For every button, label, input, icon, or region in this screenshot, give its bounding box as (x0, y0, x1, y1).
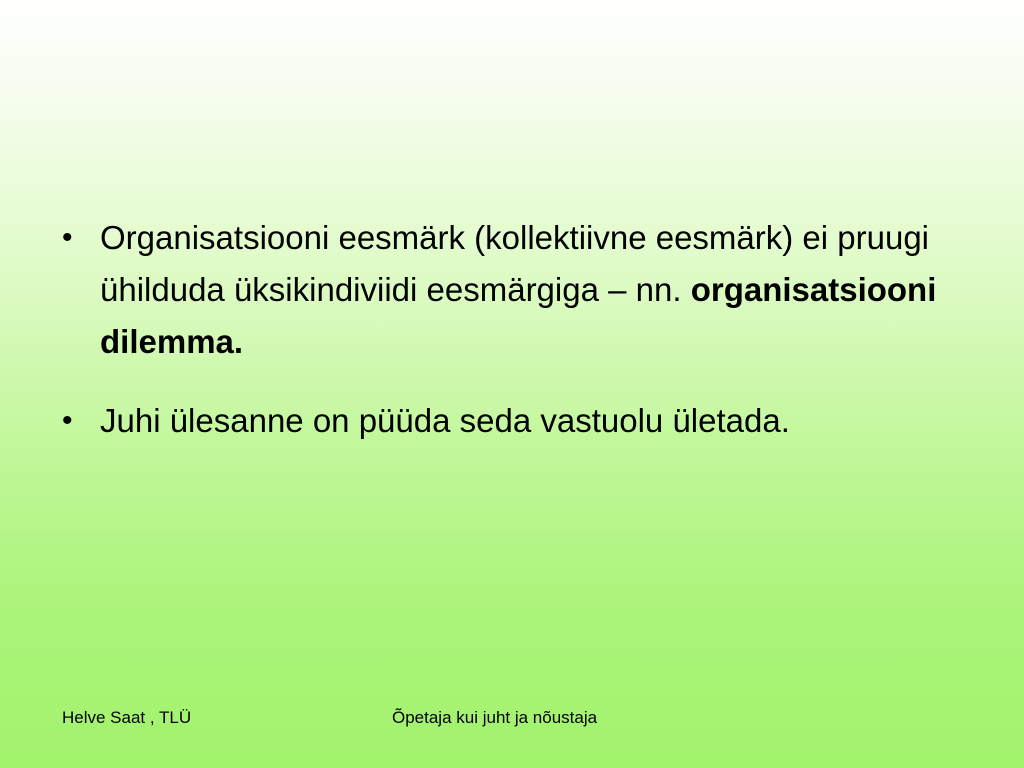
bullet-plain-text: Organisatsiooni eesmärk (kollektiivne eesmärk) ei pruugi ühilduda üksikindiviidi eesmärgiga – nn. (100, 219, 930, 308)
bullet-text (100, 402, 790, 439)
bullet-icon: • (62, 221, 73, 254)
bullet-text (100, 219, 936, 360)
bullet-item (58, 212, 958, 368)
bullet-plain-text: Juhi ülesanne on püüda seda vastuolu ületada. (100, 402, 790, 439)
footer-author: Helve Saat , TLÜ (62, 708, 192, 727)
bullet-list (58, 212, 958, 474)
footer-title: Õpetaja kui juht ja nõustaja (392, 708, 598, 727)
bullet-icon: • (62, 404, 73, 437)
bullet-bold-text: organisatsiooni dilemma. (100, 271, 937, 360)
bullet-item (58, 395, 958, 447)
